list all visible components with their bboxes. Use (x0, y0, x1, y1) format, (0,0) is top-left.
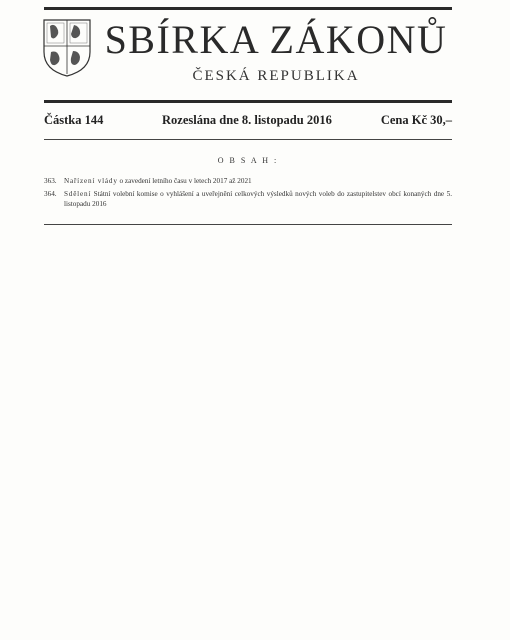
top-rule (44, 7, 452, 10)
issue-part: Částka 144 (44, 113, 104, 127)
issue-price: Cena Kč 30,– (380, 113, 452, 127)
item-number: 363. (44, 177, 57, 185)
collection-title: SBÍRKA ZÁKONŮ (104, 17, 448, 62)
item-kind: Sdělení (64, 190, 92, 198)
item-text: Státní volební komise o vyhlášení a uveřejnění celkových výsledků nových voleb do zastupitelstev obcí konaných dne 5. listopadu 2016 (64, 190, 452, 208)
meta-rule (44, 139, 452, 140)
contents-item (44, 176, 452, 186)
country-subtitle: ČESKÁ REPUBLIKA (192, 68, 360, 84)
contents-item (44, 189, 452, 209)
contents-heading: O B S A H : (217, 156, 279, 165)
issue-date: Rozeslána dne 8. listopadu 2016 (162, 113, 332, 127)
item-text: o zavedení letního času v letech 2017 až 2021 (117, 177, 252, 185)
state-emblem-icon (42, 18, 92, 78)
contents-end-rule (44, 224, 452, 225)
item-kind: Nařízení vlády (64, 177, 118, 185)
header-rule (44, 100, 452, 103)
item-number: 364. (44, 190, 57, 198)
